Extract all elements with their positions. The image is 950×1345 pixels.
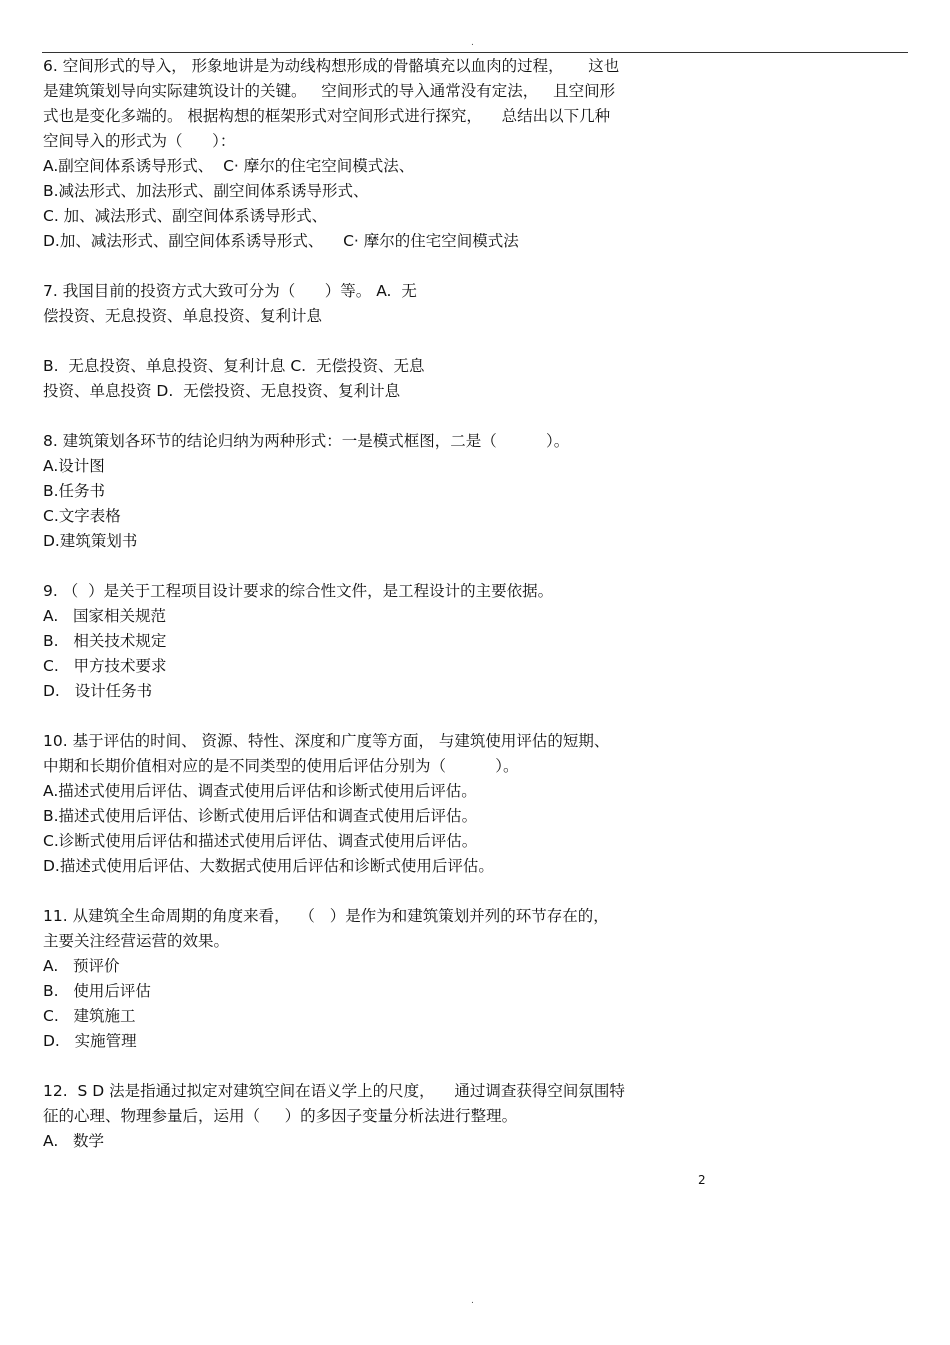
question-7-line-1: 7. 我国目前的投资方式大致可分为（ ）等。 A. 无: [43, 282, 417, 300]
question-10-option-b: B.描述式使用后评估、诊断式使用后评估和调查式使用后评估。: [43, 807, 478, 825]
document-body: [43, 54, 723, 1179]
question-10: [43, 729, 723, 879]
question-6-line-4: 空间导入的形式为（ ）：: [43, 132, 236, 150]
question-11-line-1: 11. 从建筑全生命周期的角度来看， （ ）是作为和建筑策划并列的环节存在的，: [43, 907, 609, 925]
question-7: [43, 279, 723, 404]
footer-dot: .: [471, 1296, 474, 1306]
header-rule: [42, 52, 908, 53]
question-12-line-1: 12. S D 法是指通过拟定对建筑空间在语义学上的尺度， 通过调查获得空间氛围特: [43, 1082, 625, 1100]
question-10-option-d: D.描述式使用后评估、大数据式使用后评估和诊断式使用后评估。: [43, 857, 494, 875]
question-7-line-3: [43, 329, 723, 354]
question-6-option-d: D.加、减法形式、副空间体系诱导形式、 C· 摩尔的住宅空间模式法: [43, 232, 519, 250]
question-9-line-1: 9. （ ）是关于工程项目设计要求的综合性文件，是工程设计的主要依据。: [43, 582, 554, 600]
question-9-option-c: C. 甲方技术要求: [43, 657, 167, 675]
question-9-option-a: A. 国家相关规范: [43, 607, 167, 625]
question-6-line-3: 式也是变化多端的。 根据构想的框架形式对空间形式进行探究， 总结出以下几种: [43, 107, 611, 125]
question-8-line-1: 8. 建筑策划各环节的结论归纳为两种形式：一是模式框图，二是（ ）。: [43, 432, 570, 450]
question-7-line-4: B. 无息投资、单息投资、复利计息 C. 无偿投资、无息: [43, 357, 425, 375]
question-7-line-5: 投资、单息投资 D. 无偿投资、无息投资、复利计息: [43, 382, 401, 400]
question-8-option-a: A.设计图: [43, 457, 105, 475]
question-11-option-d: D. 实施管理: [43, 1032, 137, 1050]
question-10-option-c: C.诊断式使用后评估和描述式使用后评估、调查式使用后评估。: [43, 832, 478, 850]
question-8-option-d: D.建筑策划书: [43, 532, 138, 550]
question-10-line-2: 中期和长期价值相对应的是不同类型的使用后评估分别为（ ）。: [43, 757, 519, 775]
question-6-option-c: C. 加、减法形式、副空间体系诱导形式、: [43, 207, 328, 225]
question-11-option-b: B. 使用后评估: [43, 982, 151, 1000]
question-11-option-c: C. 建筑施工: [43, 1007, 136, 1025]
question-9-option-d: D. 设计任务书: [43, 682, 153, 700]
question-9-option-b: B. 相关技术规定: [43, 632, 167, 650]
question-11-line-2: 主要关注经营运营的效果。: [43, 932, 230, 950]
question-12-line-2: 征的心理、物理参量后，运用（ ）的多因子变量分析法进行整理。: [43, 1107, 518, 1125]
question-6-option-a: A.副空间体系诱导形式、 C· 摩尔的住宅空间模式法、: [43, 157, 415, 175]
question-10-line-1: 10. 基于评估的时间、 资源、特性、深度和广度等方面， 与建筑使用评估的短期、: [43, 732, 610, 750]
question-6: [43, 54, 723, 254]
header-dot: .: [471, 38, 474, 48]
question-10-option-a: A.描述式使用后评估、调查式使用后评估和诊断式使用后评估。: [43, 782, 477, 800]
question-8-option-b: B.任务书: [43, 482, 106, 500]
question-9: [43, 579, 723, 704]
question-6-line-1: 6. 空间形式的导入， 形象地讲是为动线构想形成的骨骼填充以血肉的过程， 这也: [43, 57, 620, 75]
question-6-line-2: 是建筑策划导向实际建筑设计的关键。 空间形式的导入通常没有定法， 且空间形: [43, 82, 616, 100]
page-number: 2: [698, 1173, 706, 1187]
question-7-line-2: 偿投资、无息投资、单息投资、复利计息: [43, 307, 323, 325]
question-11-option-a: A. 预评价: [43, 957, 120, 975]
question-12-option-a: A. 数学: [43, 1132, 105, 1150]
question-6-option-b: B.减法形式、加法形式、副空间体系诱导形式、: [43, 182, 369, 200]
question-8: [43, 429, 723, 554]
question-12: [43, 1079, 723, 1154]
question-8-option-c: C.文字表格: [43, 507, 121, 525]
question-11: [43, 904, 723, 1054]
